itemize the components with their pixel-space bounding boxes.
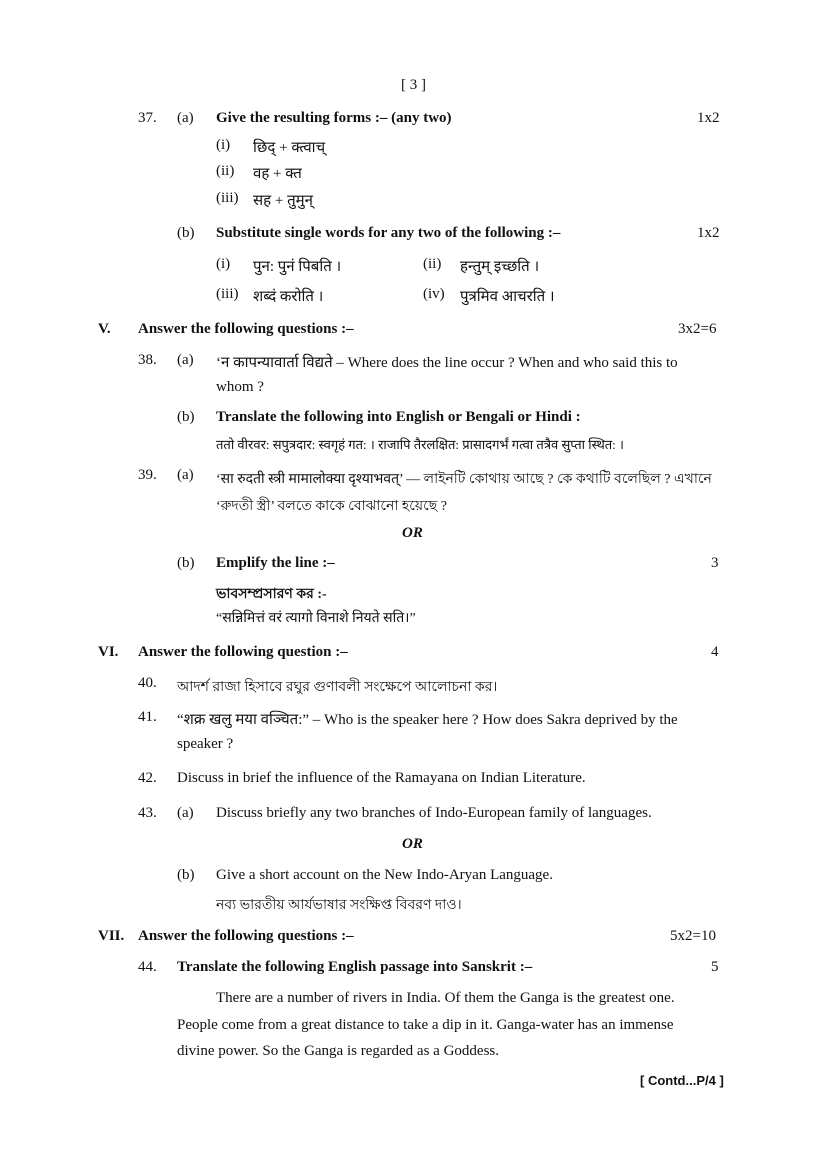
question-number: 44.: [138, 959, 157, 975]
question-text: Discuss in brief the influence of the Ramayana on Indian Literature.: [177, 770, 586, 786]
sub-label: (a): [177, 805, 194, 821]
question-title: Translate the following into English or Bengali or Hindi :: [216, 409, 581, 425]
question-text: Give a short account on the New Indo-Aryan Language.: [216, 867, 553, 883]
sub-label: (a): [177, 110, 194, 126]
question-text: ‘রুদতী স্ত্রী’ বলতে কাকে বোঝানো হয়েছে ?: [216, 499, 447, 514]
question-number: 39.: [138, 467, 157, 483]
item-num: (iii): [216, 286, 239, 302]
marks: 5: [711, 959, 719, 975]
bengali-text: নব্য ভারতীয় আর্যভাষার সংক্ষিপ্ত বিবরণ দাও।: [216, 898, 462, 913]
passage-line: divine power. So the Ganga is regarded as a Goddess.: [177, 1043, 500, 1059]
item-text: पुन: पुनं पिबति ।: [253, 259, 342, 275]
marks: 1x2: [697, 110, 720, 126]
marks: 1x2: [697, 225, 720, 241]
sub-label: (b): [177, 409, 195, 425]
question-title: Emplify the line :–: [216, 555, 335, 571]
item-text: पुत्रमिव आचरति ।: [460, 289, 555, 305]
section-number: VI.: [98, 644, 119, 660]
item-num: (iii): [216, 190, 239, 206]
sub-label: (b): [177, 555, 195, 571]
marks: 3x2=6: [678, 321, 717, 337]
question-number: 40.: [138, 675, 157, 691]
sub-label: (b): [177, 225, 195, 241]
sub-label: (a): [177, 467, 194, 483]
or-separator: OR: [402, 836, 423, 852]
question-text: ‘न कापन्यावार्ता विद्यते – Where does the line occur ? When and who said this to: [216, 355, 678, 371]
question-title: Translate the following English passage into Sanskrit :–: [177, 959, 533, 975]
section-number: V.: [98, 321, 111, 337]
sub-label: (b): [177, 867, 195, 883]
item-text: सह + तुमुन्: [253, 193, 313, 209]
item-num: (i): [216, 256, 231, 272]
item-text: हन्तुम् इच्छति ।: [460, 259, 540, 275]
question-text: speaker ?: [177, 736, 234, 752]
question-text: whom ?: [216, 379, 264, 395]
question-number: 43.: [138, 805, 157, 821]
item-text: छिद् + क्त्वाच्: [253, 140, 326, 156]
question-text: Discuss briefly any two branches of Indo-European family of languages.: [216, 805, 652, 821]
question-number: 42.: [138, 770, 157, 786]
question-text: আদর্শ রাজা হিসাবে রঘুর গুণাবলী সংক্ষেপে আলোচনা কর।: [177, 680, 498, 695]
page-number: [ 3 ]: [401, 77, 426, 93]
marks: 3: [711, 555, 719, 571]
question-number: 41.: [138, 709, 157, 725]
sanskrit-line: “सन्निमित्तं वरं त्यागो विनाशे नियते सति।”: [216, 611, 416, 626]
section-title: Answer the following questions :–: [138, 928, 354, 944]
section-number: VII.: [98, 928, 125, 944]
item-num: (ii): [423, 256, 442, 272]
sanskrit-passage: ततो वीरवर: सपुत्रदार: स्वगृहं गत: । राजापि तैरलक्षित: प्रासादगर्भं गत्वा तत्रैव सुप्ता स्थित: ।: [216, 437, 624, 452]
question-text: ‘सा रुदती स्त्री मामालोक्या दृश्याभवत्’ — লাইনটি কোথায় আছে ? কে কথাটি বলেছিল ? এখানে: [216, 472, 712, 487]
item-num: (iv): [423, 286, 445, 302]
bengali-instruction: ভাবসম্প্রসারণ কর :-: [216, 587, 327, 602]
passage-line: People come from a great distance to take a dip in it. Ganga-water has an immense: [177, 1017, 674, 1033]
section-title: Answer the following questions :–: [138, 321, 354, 337]
question-text: “शक्र खलु मया वञ्चित:” – Who is the speaker here ? How does Sakra deprived by the: [177, 712, 678, 728]
item-text: शब्दं करोति ।: [253, 289, 324, 305]
question-title: Substitute single words for any two of the following :–: [216, 225, 561, 241]
question-number: 38.: [138, 352, 157, 368]
item-num: (ii): [216, 163, 235, 179]
sub-label: (a): [177, 352, 194, 368]
continued-footer: [ Contd...P/4 ]: [640, 1073, 724, 1088]
question-title: Give the resulting forms :– (any two): [216, 110, 452, 126]
or-separator: OR: [402, 525, 423, 541]
passage-line: There are a number of rivers in India. Of them the Ganga is the greatest one.: [216, 990, 675, 1006]
question-number: 37.: [138, 110, 157, 126]
item-text: वह + क्त: [253, 166, 302, 182]
marks: 4: [711, 644, 719, 660]
section-title: Answer the following question :–: [138, 644, 348, 660]
item-num: (i): [216, 137, 231, 153]
marks: 5x2=10: [670, 928, 716, 944]
